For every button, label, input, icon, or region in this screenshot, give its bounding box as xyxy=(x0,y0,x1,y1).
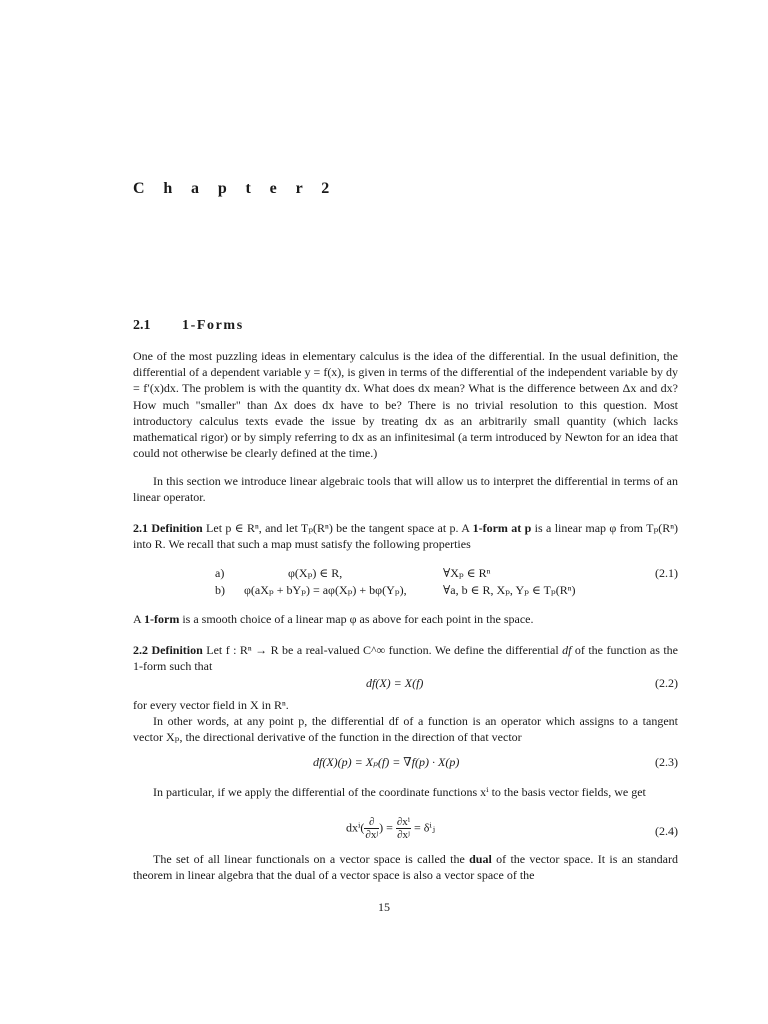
section-title: 1-Forms xyxy=(182,318,244,333)
eq-2-3-number: (2.3) xyxy=(655,755,678,769)
eq-2-2-formula: df(X) = X(f) xyxy=(366,676,424,690)
definition-term: df xyxy=(562,643,572,657)
paragraph-text: of the vector space. It is an standard theorem in linear algebra that the dual of a vector space is also a vector space of the xyxy=(133,852,678,883)
eq-2-1-b-condition: ∀a, b ∈ R, Xₚ, Yₚ ∈ Tₚ(Rⁿ) xyxy=(443,583,576,597)
definition-label: 2.1 Definition xyxy=(133,521,203,535)
eq-2-1-a-condition: ∀Xₚ ∈ Rⁿ xyxy=(443,566,491,580)
paragraph-other-words: In other words, at any point p, the differential df of a function is an operator which assigns to a tangent vector Xₚ, the directional derivative of the function in the direction of that vector xyxy=(133,714,678,745)
eq-2-2-number: (2.2) xyxy=(655,676,678,690)
definition-2-1 xyxy=(133,520,678,552)
eq-2-1-b-formula: φ(aXₚ + bYₚ) = aφ(Xₚ) + bφ(Yₚ), xyxy=(244,583,407,597)
eq-2-1-a-label: a) xyxy=(215,566,225,580)
eq-2-3-formula: df(X)(p) = Xₚ(f) = ∇f(p) · X(p) xyxy=(313,755,460,769)
section-number: 2.1 xyxy=(133,318,151,333)
eq-2-4-fraction-2 xyxy=(396,816,411,841)
definition-text: Let p ∈ Rⁿ, and let Tₚ(Rⁿ) be the tangent space at p. A xyxy=(206,521,470,535)
paragraph-particular: In particular, if we apply the differential of the coordinate functions xⁱ to the basis vector fields, we get xyxy=(153,785,646,799)
fraction-numerator: ∂xⁱ xyxy=(396,816,410,828)
eq-2-4-mid: ) = xyxy=(379,820,393,835)
definition-label: 2.2 Definition xyxy=(133,643,203,657)
after-eq-2-2: for every vector field in X in Rⁿ. xyxy=(133,698,289,712)
definition-text: of the function as the 1-form such that xyxy=(133,643,679,674)
eq-2-1-a-formula: φ(Xₚ) ∈ R, xyxy=(288,566,343,580)
sentence-term: 1-form xyxy=(144,612,180,626)
eq-2-1-number: (2.1) xyxy=(655,566,678,580)
sentence-text: A xyxy=(133,612,142,626)
section-paragraph: In this section we introduce linear algebraic tools that will allow us to interpret the differential in terms of an linear operator. xyxy=(133,474,678,505)
eq-2-4-rhs: = δⁱⱼ xyxy=(414,820,436,835)
fraction-denominator: ∂xʲ xyxy=(365,829,379,841)
paragraph-term: dual xyxy=(469,852,492,866)
paragraph-text: The set of all linear functionals on a vector space is called the xyxy=(153,852,465,866)
section-heading xyxy=(133,318,244,334)
eq-2-4-fraction-1 xyxy=(364,816,379,841)
sentence-text: is a smooth choice of a linear map φ as above for each point in the space. xyxy=(182,612,534,626)
fraction-denominator: ∂xʲ xyxy=(397,829,410,841)
eq-2-4-number: (2.4) xyxy=(655,824,678,838)
one-form-sentence xyxy=(133,611,678,627)
paragraph-dual xyxy=(133,851,678,883)
definition-2-2 xyxy=(133,642,678,674)
definition-text: Let f : Rⁿ → R be a real-valued C^∞ function. We define the differential xyxy=(206,643,559,657)
eq-2-4-lhs: dxⁱ( xyxy=(346,820,365,835)
chapter-heading: C h a p t e r 2 xyxy=(133,180,337,197)
eq-2-1-b-label: b) xyxy=(215,583,225,597)
intro-paragraph: One of the most puzzling ideas in elementary calculus is the idea of the differential. In the usual definition, the differential of a dependent variable y = f(x), is given in terms of the differential of the independent variable by dy = f′(x)dx. The problem is with the quantity dx. What does dx mean? What is the difference between Δx and dx? How much "smaller" than Δx does dx have to be? There is no trivial resolution to this question. Most introductory calculus texts evade the issue by treating dx as an arbitrarily small quantity (which lacks mathematical rigor) or by simply referring to dx as an infinitesimal (a term introduced by Newton for an idea that could not otherwise be clearly defined at the time.) xyxy=(133,349,678,461)
page-number: 15 xyxy=(378,900,390,914)
definition-text: is a linear map φ from Tₚ(Rⁿ) into R. We recall that such a map must satisfy the following properties xyxy=(133,521,679,552)
fraction-numerator: ∂ xyxy=(364,816,379,829)
eq-2-4-formula xyxy=(346,816,435,841)
definition-term: 1-form at p xyxy=(472,521,532,535)
